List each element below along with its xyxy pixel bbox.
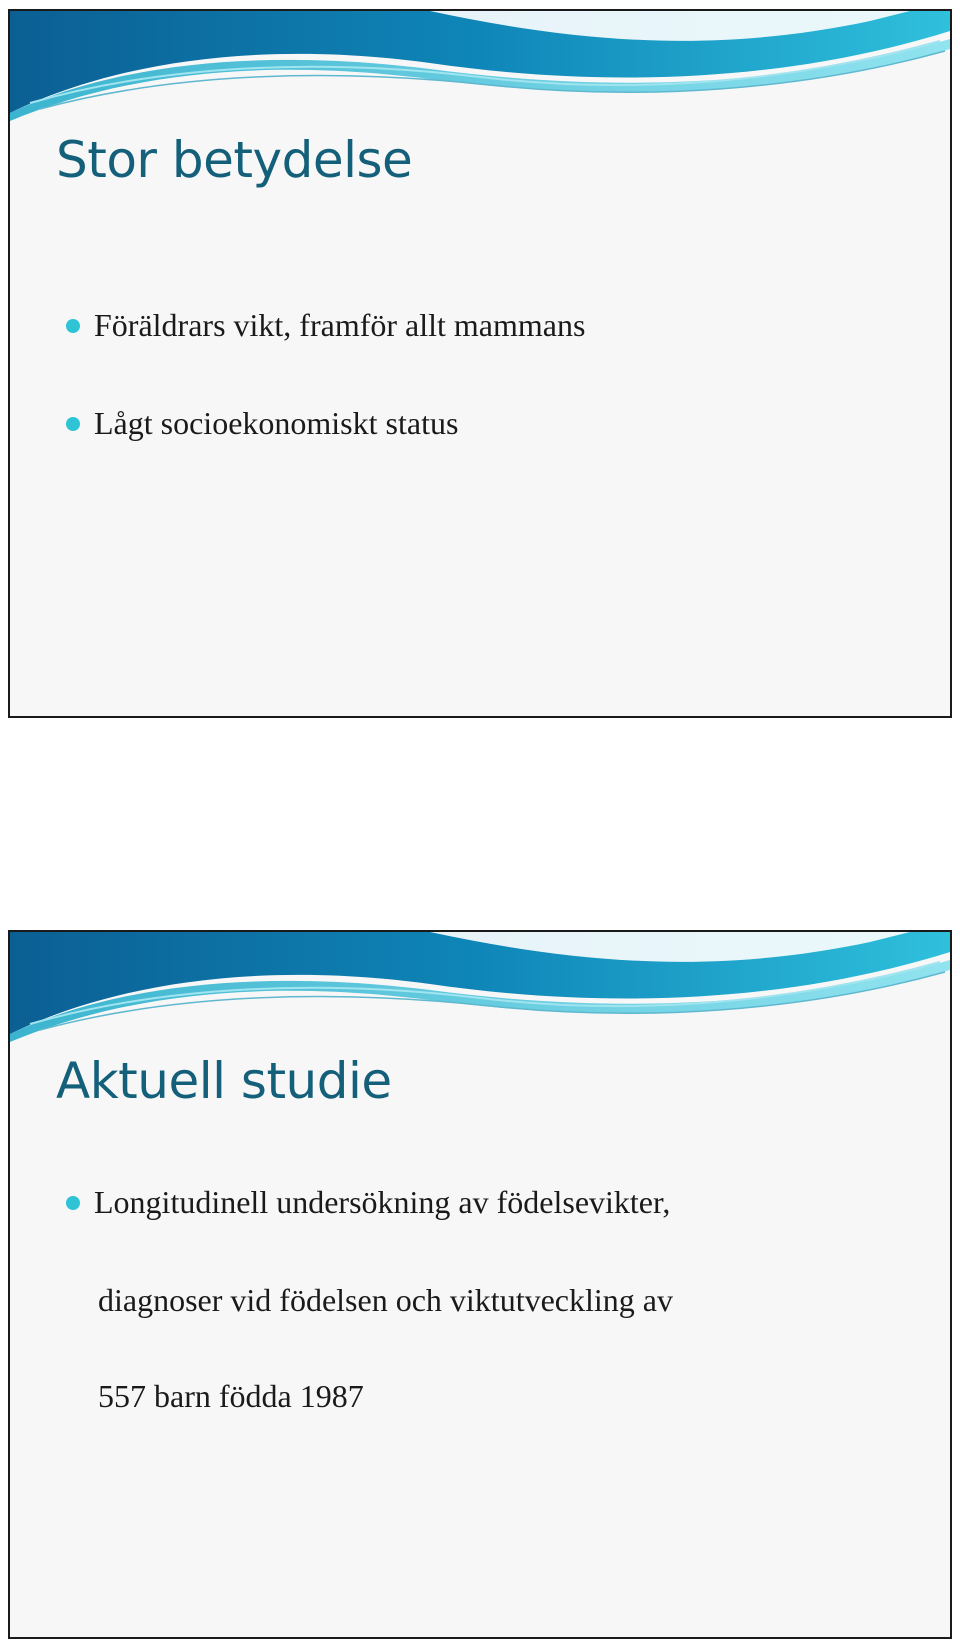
bullet-text: Lågt socioekonomiskt status	[94, 405, 459, 441]
bullet-text: Föräldrars vikt, framför allt mammans	[94, 307, 586, 343]
bullet-continuation-line: 557 barn födda 1987	[98, 1378, 364, 1414]
bullet-item	[66, 403, 585, 501]
slide-title: Stor betydelse	[56, 131, 413, 189]
bullet-dot-icon	[66, 1196, 80, 1210]
bullet-list	[66, 1182, 670, 1280]
slide-title: Aktuell studie	[56, 1052, 392, 1110]
bullet-continuation-line: diagnoser vid födelsen och viktutveckling av	[98, 1282, 673, 1318]
bullet-list	[66, 305, 585, 501]
wave-banner	[10, 932, 950, 1042]
slide-1	[8, 9, 952, 718]
bullet-dot-icon	[66, 417, 80, 431]
bullet-item	[66, 1182, 670, 1280]
bullet-dot-icon	[66, 319, 80, 333]
bullet-item	[66, 305, 585, 403]
bullet-text: Longitudinell undersökning av födelsevikter,	[94, 1184, 671, 1220]
slide-2	[8, 930, 952, 1639]
wave-banner	[10, 11, 950, 121]
